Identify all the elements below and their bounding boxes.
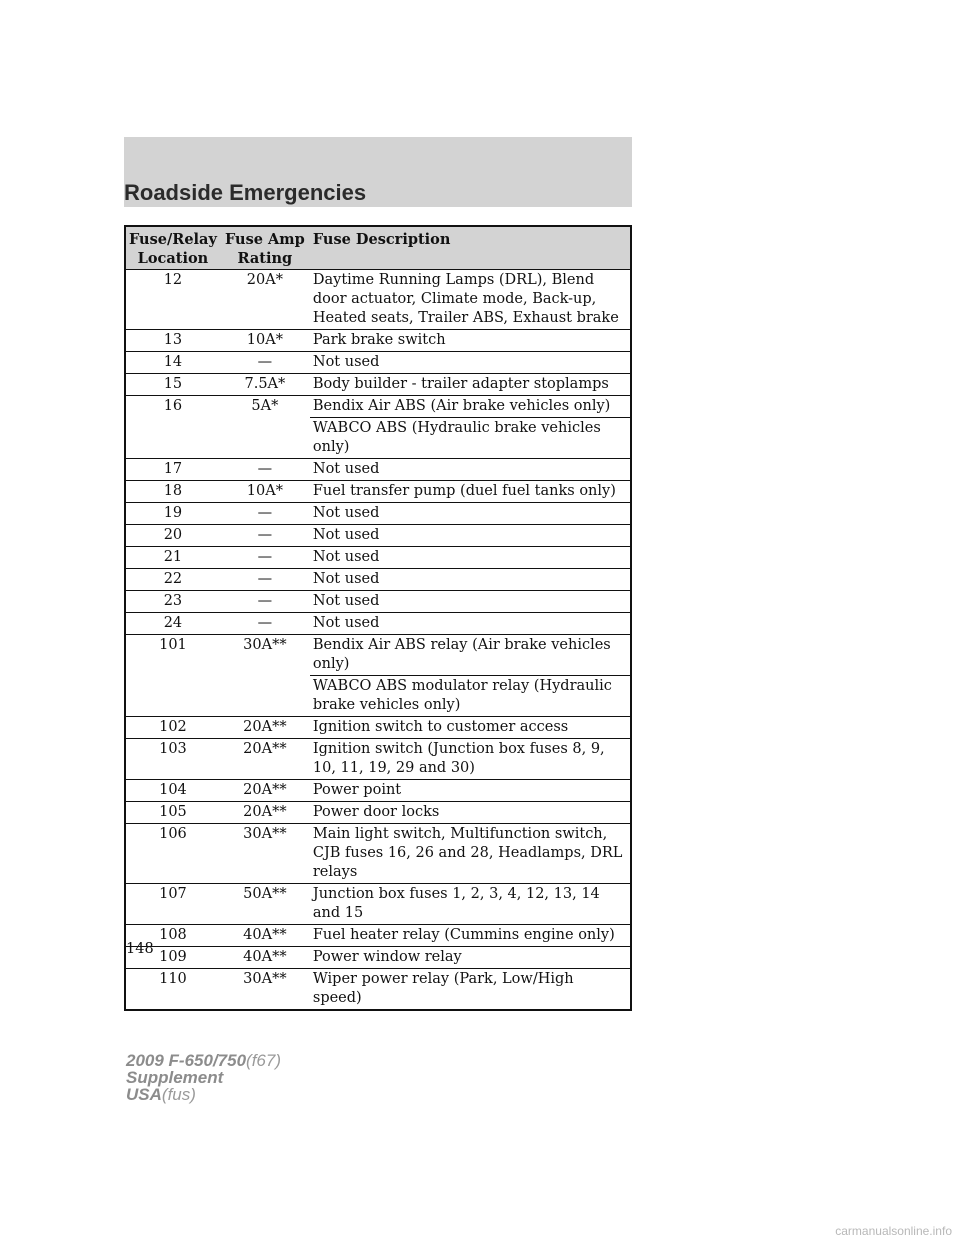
fuse-description-cell: Not used bbox=[310, 525, 631, 547]
fuse-amp-cell: 40A** bbox=[220, 925, 310, 947]
table-row bbox=[125, 459, 631, 481]
fuse-location-cell: 110 bbox=[125, 969, 220, 1011]
table-row bbox=[125, 613, 631, 635]
document-footer bbox=[126, 1052, 281, 1103]
fuse-description-cell: Daytime Running Lamps (DRL), Blend door actuator, Climate mode, Back-up, Heated seats, Trailer ABS, Exhaust brake bbox=[310, 270, 631, 330]
table-row bbox=[125, 780, 631, 802]
fuse-location-cell: 103 bbox=[125, 739, 220, 780]
fuse-description-cell: Ignition switch to customer access bbox=[310, 717, 631, 739]
fuse-description-cell: Body builder - trailer adapter stoplamps bbox=[310, 374, 631, 396]
fuse-amp-cell: 30A** bbox=[220, 824, 310, 884]
header-description: Fuse Description bbox=[310, 226, 631, 270]
watermark-text: carmanualsonline.info bbox=[835, 1224, 952, 1238]
table-row bbox=[125, 925, 631, 947]
fuse-description-cell: Not used bbox=[310, 591, 631, 613]
table-row bbox=[125, 591, 631, 613]
fuse-amp-cell: 40A** bbox=[220, 947, 310, 969]
fuse-location-cell: 16 bbox=[125, 396, 220, 459]
table-row bbox=[125, 352, 631, 374]
fuse-description-cell: Bendix Air ABS relay (Air brake vehicles only) bbox=[310, 635, 631, 676]
table-row bbox=[125, 525, 631, 547]
fuse-amp-cell: 5A* bbox=[220, 396, 310, 459]
page-number: 148 bbox=[126, 941, 154, 957]
fuse-location-cell: 24 bbox=[125, 613, 220, 635]
fuse-table-body bbox=[125, 270, 631, 1011]
fuse-description-cell: Power point bbox=[310, 780, 631, 802]
table-row bbox=[125, 374, 631, 396]
footer-model: 2009 F-650/750 bbox=[126, 1051, 247, 1070]
fuse-amp-cell: — bbox=[220, 547, 310, 569]
fuse-location-cell: 15 bbox=[125, 374, 220, 396]
fuse-description-cell: Not used bbox=[310, 547, 631, 569]
fuse-location-cell: 13 bbox=[125, 330, 220, 352]
fuse-amp-cell: 10A* bbox=[220, 481, 310, 503]
table-row bbox=[125, 739, 631, 780]
table-row bbox=[125, 569, 631, 591]
fuse-amp-cell: 20A** bbox=[220, 780, 310, 802]
fuse-amp-cell: 30A** bbox=[220, 969, 310, 1011]
fuse-description-cell: Power window relay bbox=[310, 947, 631, 969]
fuse-location-cell: 104 bbox=[125, 780, 220, 802]
fuse-description-cell: Not used bbox=[310, 613, 631, 635]
footer-model-code: (f67) bbox=[246, 1051, 282, 1070]
table-row bbox=[125, 330, 631, 352]
fuse-description-cell: Wiper power relay (Park, Low/High speed) bbox=[310, 969, 631, 1011]
fuse-amp-cell: — bbox=[220, 613, 310, 635]
table-row bbox=[125, 270, 631, 330]
section-title: Roadside Emergencies bbox=[124, 180, 367, 205]
fuse-location-cell: 14 bbox=[125, 352, 220, 374]
fuse-location-cell: 101 bbox=[125, 635, 220, 717]
fuse-location-cell: 108 bbox=[125, 925, 220, 947]
table-header-row bbox=[125, 226, 631, 270]
fuse-description-cell: WABCO ABS (Hydraulic brake vehicles only) bbox=[310, 418, 631, 459]
table-row bbox=[125, 635, 631, 676]
fuse-amp-cell: — bbox=[220, 569, 310, 591]
fuse-amp-cell: 50A** bbox=[220, 884, 310, 925]
header-amp-rating: Fuse Amp Rating bbox=[220, 226, 310, 270]
fuse-amp-cell: 30A** bbox=[220, 635, 310, 717]
fuse-amp-cell: — bbox=[220, 352, 310, 374]
fuse-location-cell: 18 bbox=[125, 481, 220, 503]
fuse-amp-cell: 10A* bbox=[220, 330, 310, 352]
fuse-amp-cell: — bbox=[220, 459, 310, 481]
table-row bbox=[125, 824, 631, 884]
footer-market-code: (fus) bbox=[161, 1085, 196, 1104]
table-row bbox=[125, 481, 631, 503]
footer-supplement: Supplement bbox=[126, 1068, 224, 1087]
table-row bbox=[125, 802, 631, 824]
fuse-location-cell: 102 bbox=[125, 717, 220, 739]
fuse-location-cell: 107 bbox=[125, 884, 220, 925]
fuse-description-cell: Fuel heater relay (Cummins engine only) bbox=[310, 925, 631, 947]
fuse-amp-cell: 20A** bbox=[220, 802, 310, 824]
table-row bbox=[125, 547, 631, 569]
fuse-location-cell: 105 bbox=[125, 802, 220, 824]
fuse-amp-cell: 20A* bbox=[220, 270, 310, 330]
fuse-location-cell: 20 bbox=[125, 525, 220, 547]
fuse-location-cell: 22 bbox=[125, 569, 220, 591]
fuse-amp-cell: — bbox=[220, 525, 310, 547]
fuse-description-cell: Fuel transfer pump (duel fuel tanks only) bbox=[310, 481, 631, 503]
table-row bbox=[125, 947, 631, 969]
fuse-description-cell: Main light switch, Multifunction switch, CJB fuses 16, 26 and 28, Headlamps, DRL relays bbox=[310, 824, 631, 884]
fuse-description-cell: Not used bbox=[310, 569, 631, 591]
table-row bbox=[125, 969, 631, 1011]
fuse-location-cell: 106 bbox=[125, 824, 220, 884]
fuse-description-cell: Junction box fuses 1, 2, 3, 4, 12, 13, 14 and 15 bbox=[310, 884, 631, 925]
fuse-description-cell: Not used bbox=[310, 503, 631, 525]
fuse-location-cell: 19 bbox=[125, 503, 220, 525]
table-row bbox=[125, 396, 631, 418]
table-row bbox=[125, 503, 631, 525]
fuse-description-cell: Park brake switch bbox=[310, 330, 631, 352]
fuse-description-cell: Not used bbox=[310, 352, 631, 374]
fuse-amp-cell: 7.5A* bbox=[220, 374, 310, 396]
fuse-location-cell: 21 bbox=[125, 547, 220, 569]
fuse-description-cell: Bendix Air ABS (Air brake vehicles only) bbox=[310, 396, 631, 418]
fuse-description-cell: WABCO ABS modulator relay (Hydraulic brake vehicles only) bbox=[310, 676, 631, 717]
header-location: Fuse/Relay Location bbox=[125, 226, 220, 270]
table-row bbox=[125, 884, 631, 925]
fuse-location-cell: 17 bbox=[125, 459, 220, 481]
fuse-amp-cell: 20A** bbox=[220, 739, 310, 780]
fuse-location-cell: 23 bbox=[125, 591, 220, 613]
fuse-location-cell: 109 bbox=[125, 947, 220, 969]
fuse-location-cell: 12 bbox=[125, 270, 220, 330]
fuse-amp-cell: — bbox=[220, 591, 310, 613]
footer-market: USA bbox=[126, 1085, 162, 1104]
fuse-table bbox=[124, 225, 632, 1011]
table-row bbox=[125, 717, 631, 739]
fuse-description-cell: Ignition switch (Junction box fuses 8, 9, 10, 11, 19, 29 and 30) bbox=[310, 739, 631, 780]
fuse-description-cell: Not used bbox=[310, 459, 631, 481]
fuse-amp-cell: — bbox=[220, 503, 310, 525]
fuse-description-cell: Power door locks bbox=[310, 802, 631, 824]
fuse-amp-cell: 20A** bbox=[220, 717, 310, 739]
